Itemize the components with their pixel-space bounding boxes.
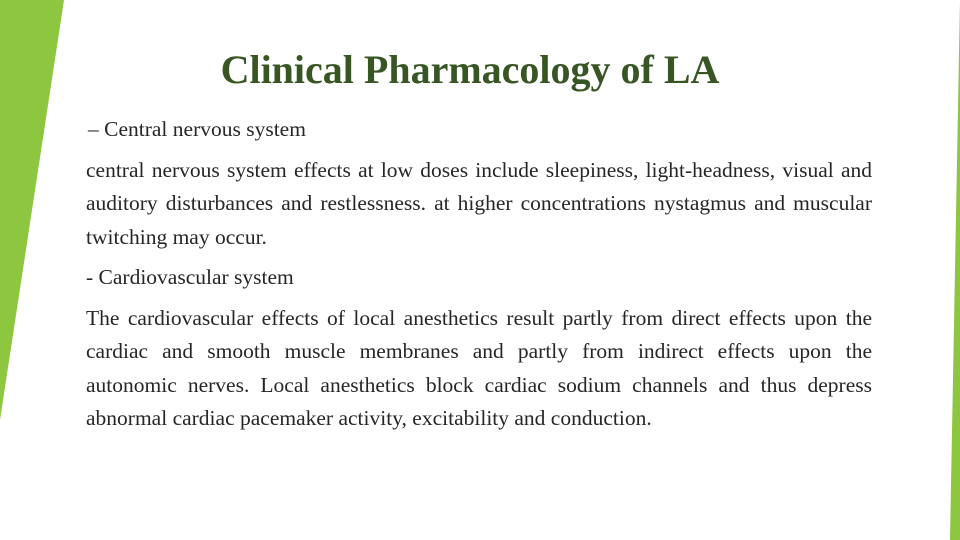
section-body-cns: central nervous system effects at low doses include sleepiness, light-headness, visual and auditory disturbances and restlessness. at higher concentrations nystagmus and muscular twitching may occur. bbox=[86, 157, 872, 249]
slide-title: Clinical Pharmacology of LA bbox=[220, 47, 720, 92]
section-body-cardiovascular: The cardiovascular effects of local anesthetics result partly from direct effects upon the cardiac and smooth muscle membranes and partly from indirect effects upon the autonomic nerves. Local anesthetics block cardiac sodium channels and thus depress abnormal cardiac pacemaker activity, excitability and conduction. bbox=[86, 305, 872, 430]
slide-content bbox=[86, 113, 872, 436]
section-heading-cardiovascular: - Cardiovascular system bbox=[86, 265, 294, 289]
section-heading-cns: – Central nervous system bbox=[88, 117, 306, 141]
